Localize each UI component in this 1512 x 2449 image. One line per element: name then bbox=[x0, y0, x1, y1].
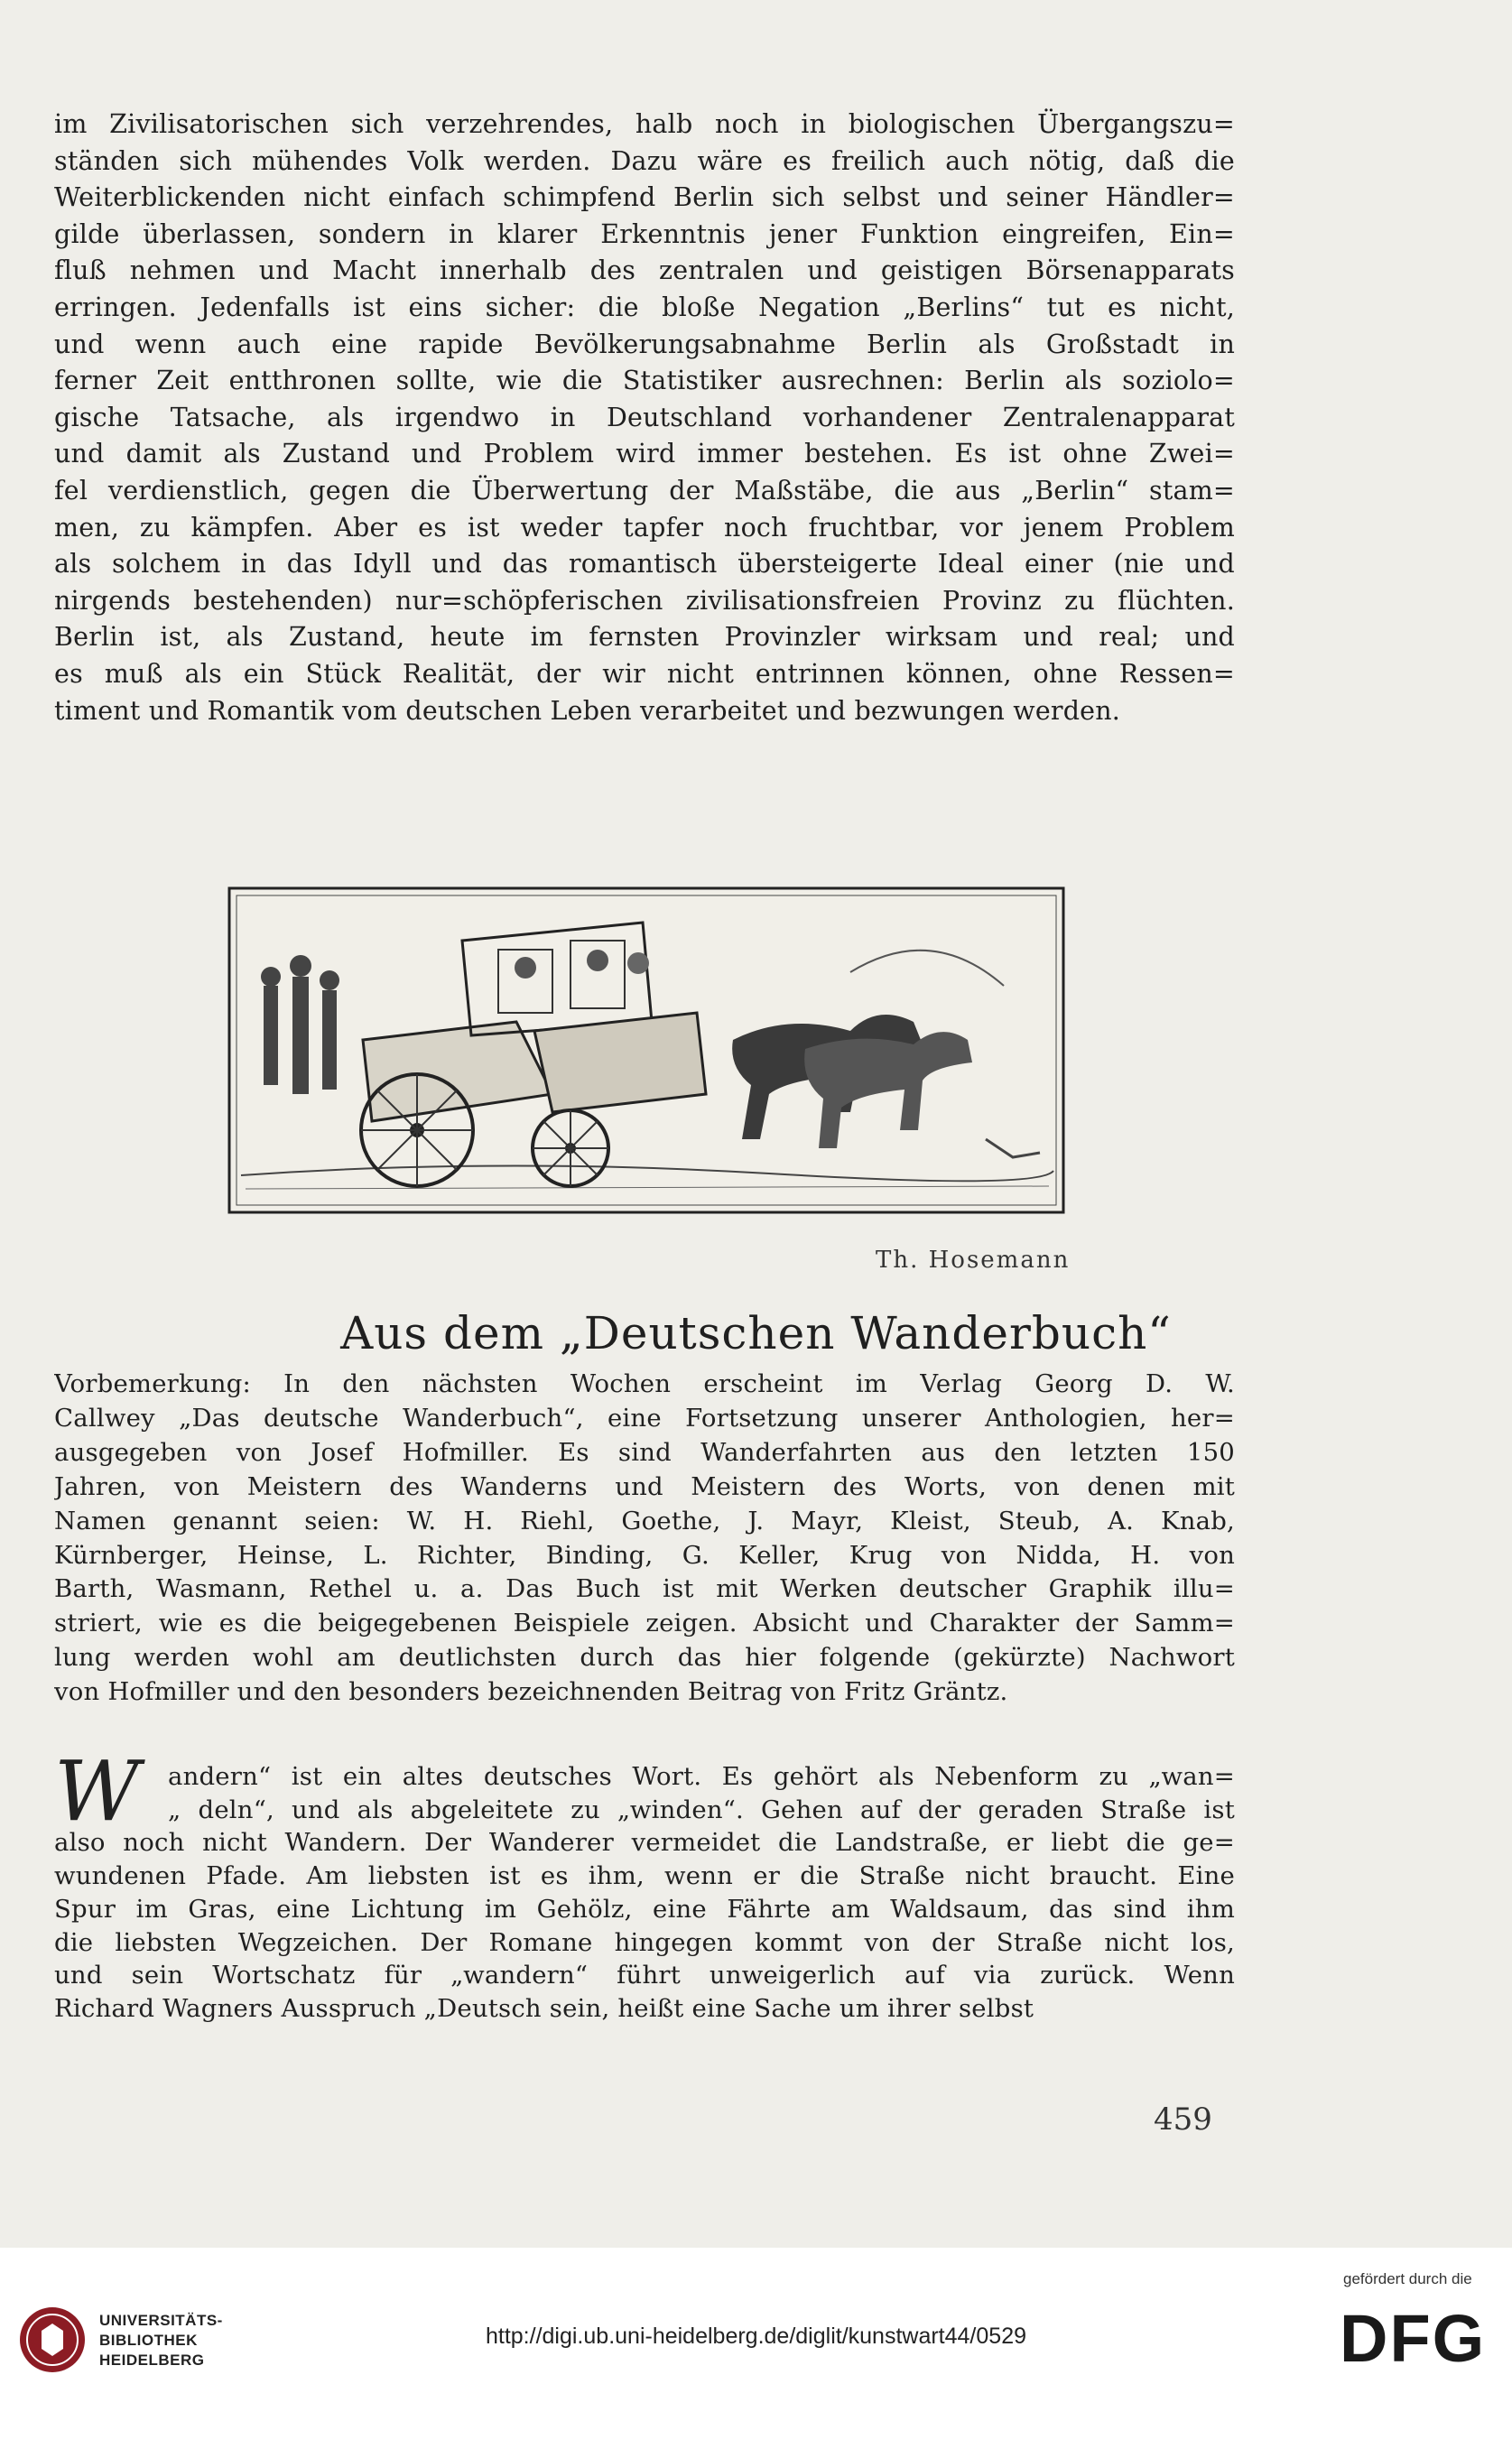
text-line: die liebsten Wegzeichen. Der Romane hingegen kommt von der Straße nicht los, bbox=[54, 1927, 1235, 1957]
text-line: von Hofmiller und den besonders bezeichnenden Beitrag von Fritz Gräntz. bbox=[54, 1677, 1008, 1707]
text-line: striert, wie es die beigegebenen Beispiele zeigen. Absicht und Charakter der Samm= bbox=[54, 1609, 1235, 1638]
text-line: und damit als Zustand und Problem wird immer bestehen. Es ist ohne Zwei= bbox=[54, 439, 1235, 469]
illustration-caption: Th. Hosemann bbox=[876, 1247, 1071, 1274]
text-line: gische Tatsache, als irgendwo in Deutschland vorhandener Zentralenapparat bbox=[54, 402, 1235, 432]
text-line: und sein Wortschatz für „wandern“ führt unweigerlich auf via zurück. Wenn bbox=[54, 1961, 1235, 1990]
text-line: nirgends bestehenden) nur=schöpferischen zivilisationsfreien Provinz zu flüchten. bbox=[54, 585, 1235, 616]
text-line: Barth, Wasmann, Rethel u. a. Das Buch ist mit Werken deutscher Graphik illu= bbox=[54, 1574, 1235, 1604]
text-line: ausgegeben von Josef Hofmiller. Es sind Wanderfahrten aus den letzten 150 bbox=[54, 1437, 1235, 1467]
text-line: ständen sich mühendes Volk werden. Dazu wäre es freilich auch nötig, daß die bbox=[54, 145, 1235, 176]
text-line: Weiterblickenden nicht einfach schimpfend Berlin sich selbst und seiner Händler= bbox=[54, 182, 1235, 213]
text-line: Kürnberger, Heinse, L. Richter, Binding, G. Keller, Krug von Nidda, H. von bbox=[54, 1540, 1235, 1570]
text-line: Berlin ist, als Zustand, heute im fernsten Provinzler wirksam und real; und bbox=[54, 622, 1235, 653]
text-line: Richard Wagners Ausspruch „Deutsch sein, heißt eine Sache um ihrer selbst bbox=[54, 1993, 1034, 2023]
library-line: HEIDELBERG bbox=[99, 2352, 205, 2369]
engraving-horse-carriage-icon bbox=[227, 886, 1065, 1214]
text-line: wundenen Pfade. Am liebsten ist es ihm, wenn er die Straße nicht braucht. Eine bbox=[54, 1861, 1235, 1891]
permalink-url[interactable]: http://digi.ub.uni-heidelberg.de/diglit/kunstwart44/0529 bbox=[485, 2324, 1026, 2349]
text-line: Vorbemerkung: In den nächsten Wochen erscheint im Verlag Georg D. W. bbox=[54, 1369, 1235, 1398]
sponsor-caption: gefördert durch die bbox=[1343, 2270, 1472, 2287]
text-line: also noch nicht Wandern. Der Wanderer vermeidet die Landstraße, er liebt die ge= bbox=[54, 1828, 1235, 1858]
library-line: UNIVERSITÄTS- bbox=[99, 2312, 223, 2329]
text-line: fluß nehmen und Macht innerhalb des zentralen und geistigen Börsenapparats bbox=[54, 255, 1235, 286]
library-line: BIBLIOTHEK bbox=[99, 2332, 198, 2349]
section-heading: Aus dem „Deutschen Wanderbuch“ bbox=[340, 1307, 1172, 1359]
text-line: als solchem in das Idyll und das romantisch übersteigerte Ideal einer (nie und bbox=[54, 549, 1235, 580]
text-line: Namen genannt seien: W. H. Riehl, Goethe, J. Mayr, Kleist, Steub, A. Knab, bbox=[54, 1506, 1235, 1535]
text-line: ferner Zeit entthronen sollte, wie die Statistiker ausrechnen: Berlin als soziolo= bbox=[54, 366, 1235, 396]
text-line: men, zu kämpfen. Aber es ist weder tapfer noch fruchtbar, vor jenem Problem bbox=[54, 512, 1235, 543]
text-line: und wenn auch eine rapide Bevölkerungsabnahme Berlin als Großstadt in bbox=[54, 329, 1235, 359]
text-line: lung werden wohl am deutlichsten durch das hier folgende (gekürzte) Nachwort bbox=[54, 1643, 1235, 1673]
text-line: erringen. Jedenfalls ist eins sicher: die bloße Negation „Berlins“ tut es nicht, bbox=[54, 292, 1235, 322]
text-line: Spur im Gras, eine Lichtung im Gehölz, eine Fährte am Waldsaum, das sind ihm bbox=[54, 1894, 1235, 1924]
text-line: timent und Romantik vom deutschen Leben verarbeitet und bezwungen werden. bbox=[54, 695, 1121, 726]
text-line: Callwey „Das deutsche Wanderbuch“, eine Fortsetzung unserer Anthologien, her= bbox=[54, 1403, 1235, 1433]
paragraph-3 bbox=[54, 1760, 1235, 2026]
drop-cap: W bbox=[54, 1743, 140, 1840]
paragraph-1 bbox=[54, 107, 1235, 729]
text-line: Jahren, von Meistern des Wanderns und Meistern des Worts, von denen mit bbox=[54, 1471, 1235, 1501]
paragraph-2-preface bbox=[54, 1368, 1235, 1710]
text-line: es muß als ein Stück Realität, der wir nicht entrinnen können, ohne Ressen= bbox=[54, 658, 1235, 689]
text-line: fel verdienstlich, gegen die Überwertung der Maßstäbe, die aus „Berlin“ stam= bbox=[54, 475, 1235, 506]
text-line: „ deln“, und als abgeleitete zu „winden“. Gehen auf der geraden Straße ist bbox=[168, 1795, 1235, 1824]
text-line: andern“ ist ein altes deutsches Wort. Es gehört als Nebenform zu „wan= bbox=[168, 1762, 1235, 1791]
page-number: 459 bbox=[1154, 2101, 1212, 2138]
text-line: im Zivilisatorischen sich verzehrendes, halb noch in biologischen Übergangszu= bbox=[54, 109, 1235, 139]
dfg-logo-icon bbox=[1340, 2300, 1493, 2376]
svg-text:DFG: DFG bbox=[1340, 2301, 1487, 2372]
carriage-illustration bbox=[227, 886, 1065, 1214]
text-line: gilde überlassen, sondern in klarer Erkenntnis jener Funktion eingreifen, Ein= bbox=[54, 218, 1235, 249]
